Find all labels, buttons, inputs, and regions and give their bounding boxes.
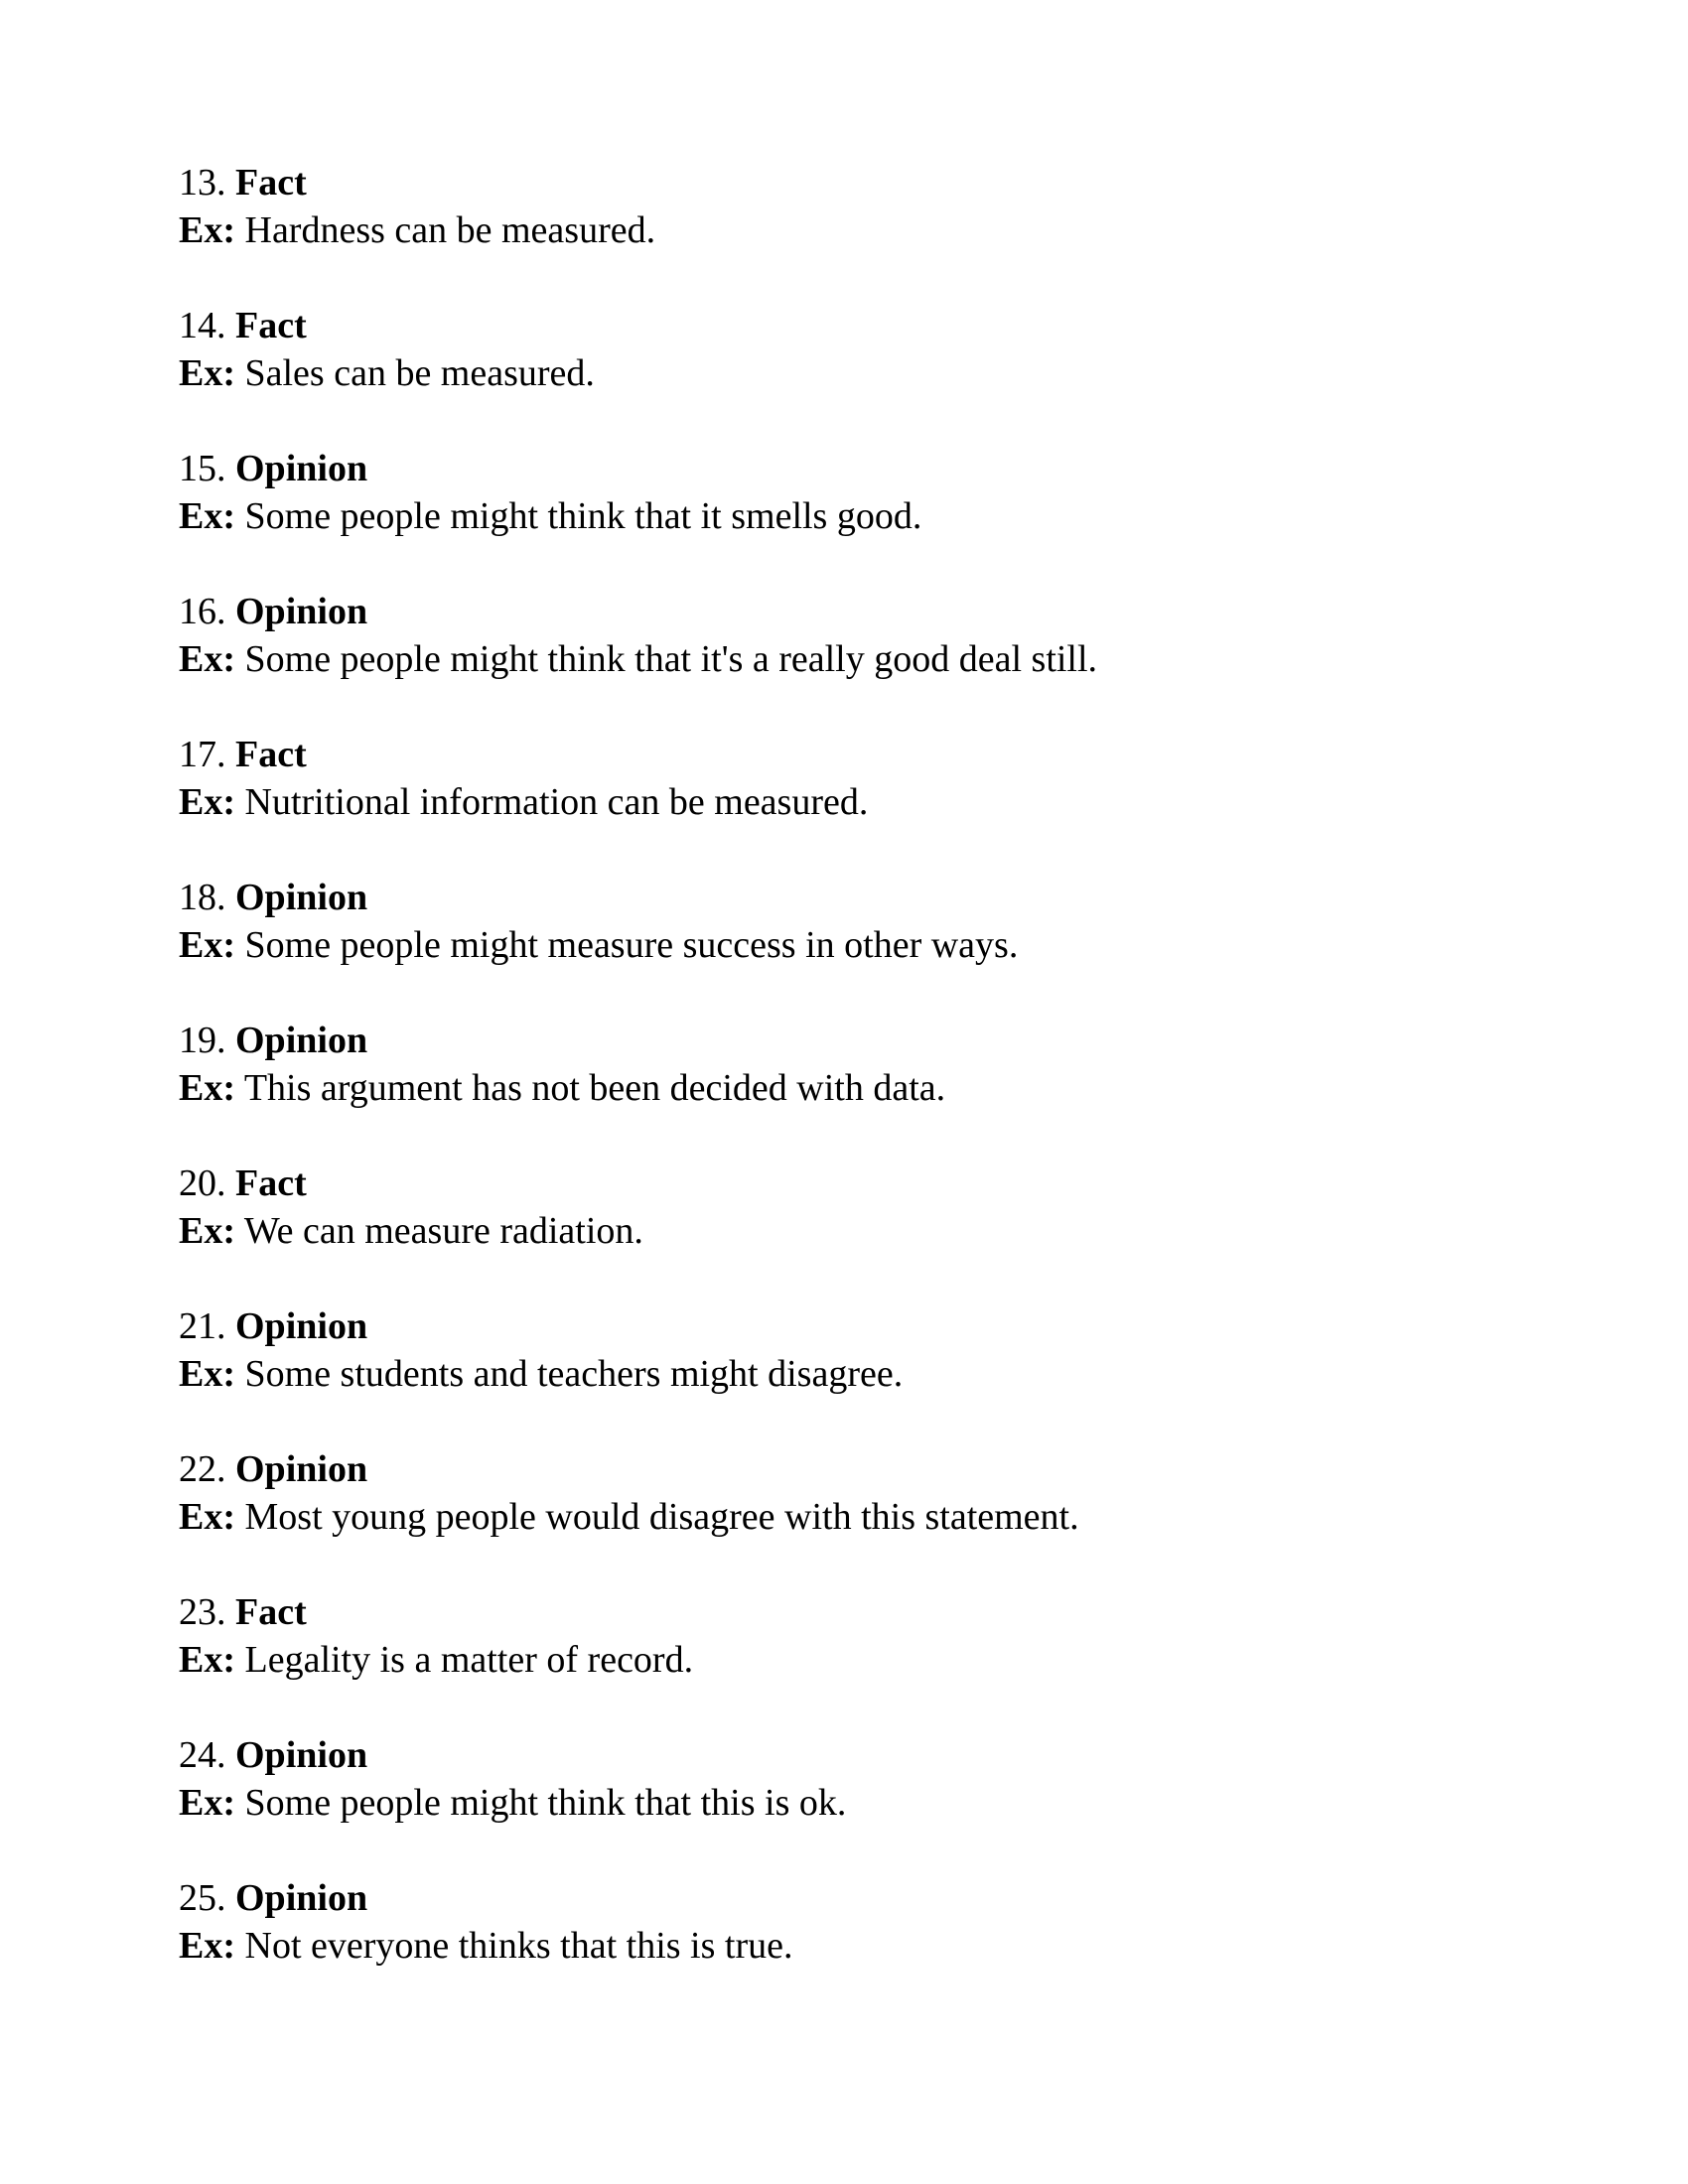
answer-number: 18. [179,877,226,918]
answer-verdict: Fact [235,1162,307,1204]
answer-heading [179,731,1569,778]
answer-number: 22. [179,1448,226,1490]
answer-explanation [179,1922,1569,1970]
answer-number: 25. [179,1877,226,1919]
answer-list [179,159,1569,2017]
example-label: Ex: [179,495,235,537]
answer-verdict: Opinion [235,591,368,632]
example-label: Ex: [179,1210,235,1252]
answer-number: 14. [179,305,226,346]
answer-explanation [179,1636,1569,1684]
answer-verdict: Opinion [235,448,368,489]
answer-number: 20. [179,1162,226,1204]
answer-verdict: Fact [235,734,307,775]
answer-explanation [179,1779,1569,1827]
answer-verdict: Opinion [235,877,368,918]
answer-verdict: Opinion [235,1448,368,1490]
example-text: This argument has not been decided with data. [243,1067,946,1109]
answer-item [179,159,1569,302]
example-label: Ex: [179,638,235,680]
answer-heading [179,1731,1569,1779]
example-text: Hardness can be measured. [244,209,656,251]
answer-verdict: Opinion [235,1020,368,1061]
answer-heading [179,874,1569,921]
answer-verdict: Opinion [235,1734,368,1776]
answer-heading [179,1302,1569,1350]
answer-number: 15. [179,448,226,489]
example-label: Ex: [179,924,235,966]
answer-number: 17. [179,734,226,775]
answer-item [179,1302,1569,1445]
example-text: Legality is a matter of record. [244,1639,694,1681]
example-label: Ex: [179,209,235,251]
answer-number: 19. [179,1020,226,1061]
answer-heading [179,1017,1569,1064]
example-text: Most young people would disagree with this statement. [244,1496,1079,1538]
example-text: Sales can be measured. [244,352,595,394]
answer-item [179,588,1569,731]
example-label: Ex: [179,1925,235,1967]
example-label: Ex: [179,352,235,394]
answer-item [179,1588,1569,1731]
answer-explanation [179,921,1569,969]
answer-explanation [179,206,1569,254]
example-label: Ex: [179,781,235,823]
answer-number: 23. [179,1591,226,1633]
answer-verdict: Fact [235,1591,307,1633]
answer-item [179,1731,1569,1874]
answer-explanation [179,1064,1569,1112]
answer-verdict: Opinion [235,1877,368,1919]
answer-item [179,1160,1569,1302]
answer-explanation [179,1493,1569,1541]
answer-item [179,731,1569,874]
answer-heading [179,159,1569,206]
answer-explanation [179,349,1569,397]
example-label: Ex: [179,1639,235,1681]
answer-explanation [179,1207,1569,1255]
answer-item [179,302,1569,445]
answer-heading [179,588,1569,635]
answer-verdict: Opinion [235,1305,368,1347]
answer-item [179,1874,1569,2017]
answer-verdict: Fact [235,162,307,204]
example-text: Some people might think that it smells good. [244,495,922,537]
example-text: Some people might think that it's a really good deal still. [244,638,1098,680]
answer-heading [179,1160,1569,1207]
answer-item [179,874,1569,1017]
answer-item [179,1445,1569,1588]
answer-number: 13. [179,162,226,204]
answer-explanation [179,635,1569,683]
answer-heading [179,1588,1569,1636]
example-label: Ex: [179,1782,235,1824]
answer-number: 24. [179,1734,226,1776]
example-label: Ex: [179,1353,235,1395]
answer-number: 16. [179,591,226,632]
answer-explanation [179,1350,1569,1398]
example-text: We can measure radiation. [243,1210,643,1252]
example-text: Not everyone thinks that this is true. [244,1925,793,1967]
answer-number: 21. [179,1305,226,1347]
answer-explanation [179,778,1569,826]
example-label: Ex: [179,1496,235,1538]
example-text: Nutritional information can be measured. [244,781,869,823]
answer-heading [179,1445,1569,1493]
answer-item [179,445,1569,588]
example-text: Some students and teachers might disagree. [244,1353,904,1395]
example-label: Ex: [179,1067,235,1109]
example-text: Some people might measure success in other ways. [244,924,1019,966]
example-text: Some people might think that this is ok. [244,1782,847,1824]
answer-heading [179,302,1569,349]
answer-explanation [179,492,1569,540]
answer-verdict: Fact [235,305,307,346]
answer-item [179,1017,1569,1160]
answer-heading [179,1874,1569,1922]
answer-heading [179,445,1569,492]
